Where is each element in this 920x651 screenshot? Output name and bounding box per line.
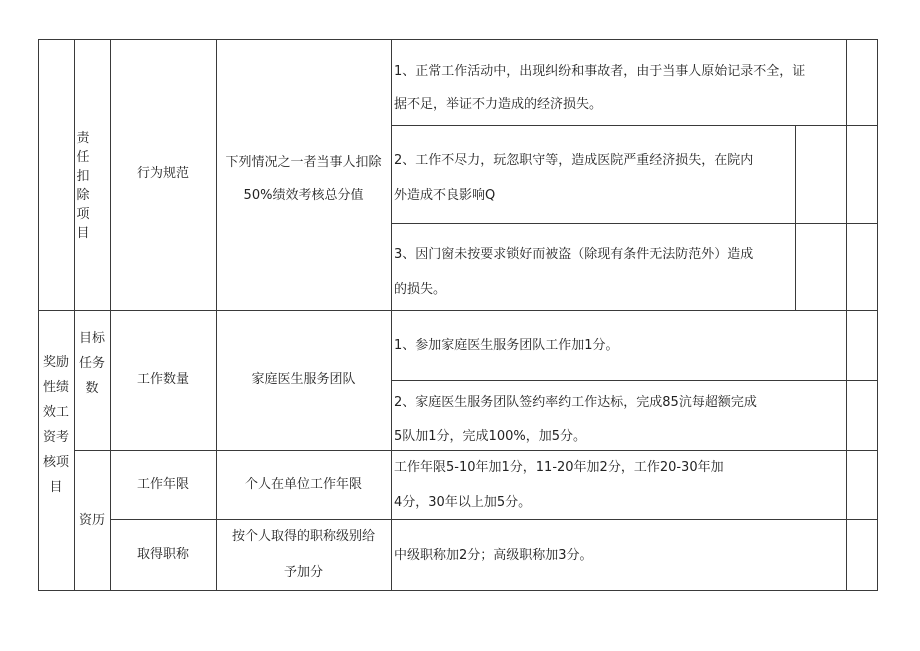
table-border-top: [38, 39, 878, 40]
qualification-label: 资历: [78, 513, 105, 528]
category-line: 性绩: [42, 380, 69, 395]
row-divider: [391, 223, 878, 224]
table-border-bottom: [38, 590, 878, 591]
rule-text: 4分，30年以上加5分。: [394, 495, 532, 510]
category-line: 资考: [42, 430, 69, 445]
table-border-right: [877, 39, 878, 591]
category-line: 效工: [42, 405, 69, 420]
column-divider: [216, 39, 217, 591]
rule-text: 工作年限5-10年加1分，11-20年加2分，工作20-30年加: [394, 460, 724, 475]
rule-text: 2、工作不尽力，玩忽职守等，造成医院严重经济损失，在院内: [394, 153, 754, 168]
standard-professional-title-line1: 按个人取得的职称级别给: [231, 529, 375, 544]
table-border-left: [38, 39, 39, 591]
category-line: 目: [49, 480, 63, 495]
target-task-line: 目标: [78, 331, 105, 346]
column-divider: [74, 39, 75, 591]
standard-professional-title-line2: 予加分: [283, 565, 323, 580]
target-task-line: 任务: [78, 356, 105, 371]
rule-text: 2、家庭医生服务团队签约率约工作达标，完成85沆每超额完成: [394, 395, 757, 410]
incentive-category-label: [38, 350, 74, 500]
row-divider: [391, 380, 878, 381]
row-divider: [110, 519, 878, 520]
item-work-quantity: 工作数量: [136, 372, 189, 387]
standard-work-years: 个人在单位工作年限: [244, 477, 362, 492]
item-work-years: 工作年限: [136, 477, 189, 492]
rule-text: 5队加1分，完成100%，加5分。: [394, 429, 586, 444]
item-behavior-norms: 行为规范: [136, 166, 189, 181]
deduction-standard-line1: 下列情况之一者当事人扣除: [225, 155, 382, 170]
responsibility-category-label: 责任扣除项目: [76, 131, 90, 241]
column-divider: [795, 125, 796, 311]
target-task-line: 数: [85, 381, 99, 396]
rule-text: 中级职称加2分；高级职称加3分。: [394, 548, 593, 563]
rule-text: 1、参加家庭医生服务团队工作加1分。: [394, 338, 619, 353]
column-divider: [846, 39, 847, 591]
column-divider: [110, 39, 111, 591]
rule-text: 据不足，举证不力造成的经济损失。: [394, 97, 603, 112]
item-professional-title: 取得职称: [136, 547, 189, 562]
standard-family-doctor-team: 家庭医生服务团队: [251, 372, 356, 387]
rule-text: 1、正常工作活动中，出现纠纷和事故者，由于当事人原始记录不全，证: [394, 64, 806, 79]
category-line: 核项: [42, 455, 69, 470]
row-divider: [74, 450, 878, 451]
section-divider: [38, 310, 878, 311]
rule-text: 3、因门窗未按要求锁好而被盗（除现有条件无法防范外）造成: [394, 247, 754, 262]
category-line: 奖励: [42, 355, 69, 370]
row-divider: [391, 125, 878, 126]
rule-text: 的损失。: [394, 282, 447, 297]
target-task-label: [74, 326, 110, 401]
column-divider: [391, 39, 392, 591]
rule-text: 外造成不良影响Q: [394, 188, 496, 203]
deduction-standard-line2: 50%绩效考核总分值: [243, 188, 364, 203]
